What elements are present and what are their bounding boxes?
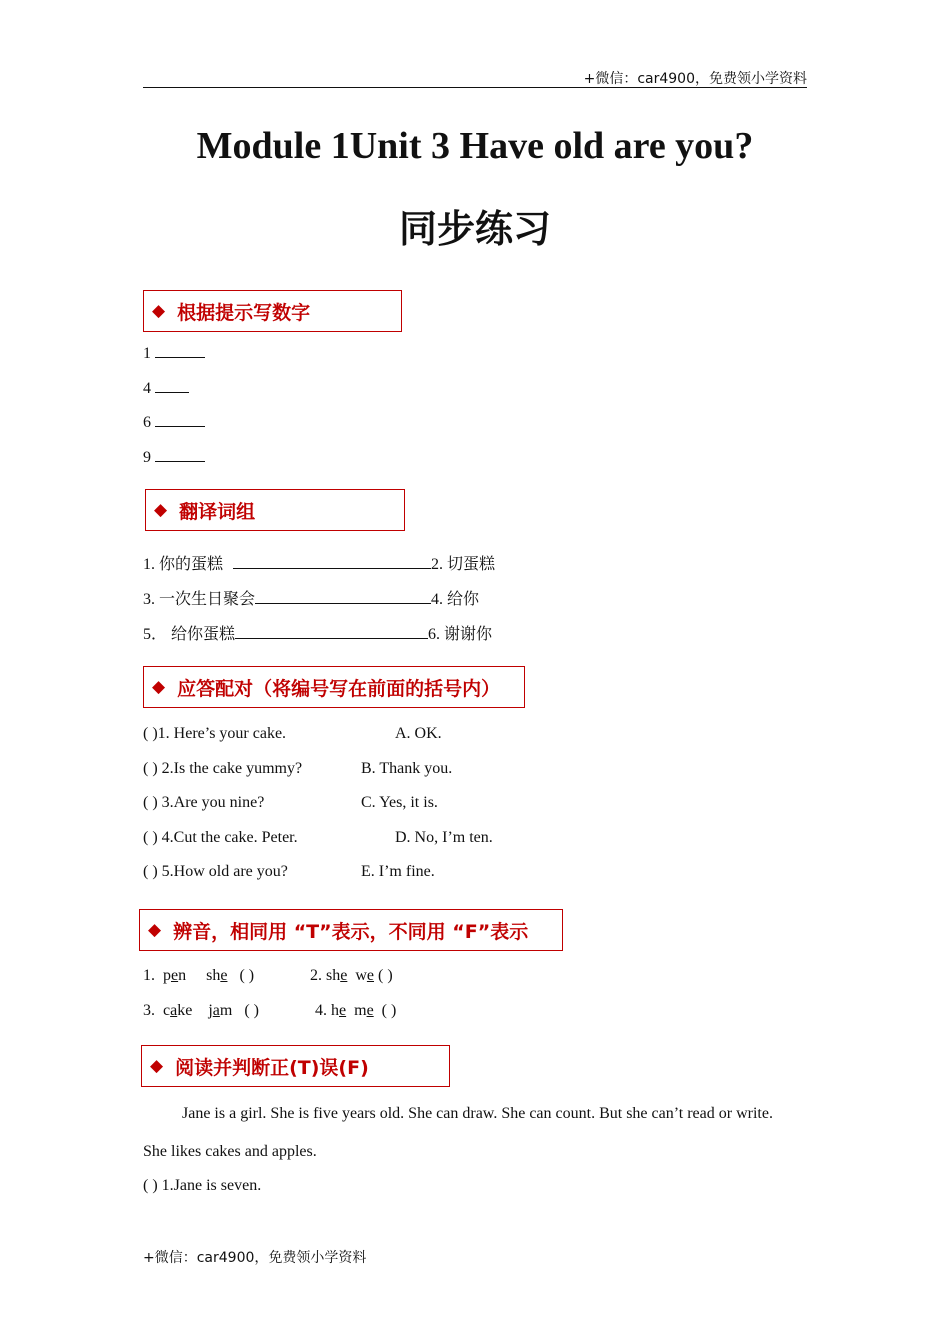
word-she: she [326,967,348,984]
section-heading-text: 根据提示写数字 [177,301,311,324]
reading-passage-line: She likes cakes and apples. [143,1143,317,1160]
match-question: ( ) 5.How old are you? [143,863,288,880]
phonics-question: 1. pen she ( ) [143,967,255,984]
diamond-bullet-icon: ◆ [154,500,168,520]
answer-paren[interactable]: ( ) [378,967,393,984]
word-jam: jam [208,1002,233,1019]
word-me: me [354,1002,374,1019]
answer-paren[interactable]: ( ) [244,1002,259,1019]
match-answer: C. Yes, it is. [361,794,438,811]
match-question: ( )1. Here’s your cake. [143,725,287,742]
section-heading-matching [143,666,525,708]
number-item: 6 [143,412,205,432]
page-title: Module 1Unit 3 Have old are you? [196,125,754,167]
diamond-bullet-icon: ◆ [148,920,162,940]
number-item: 9 [143,447,205,467]
translate-row: 3. 一次生日聚会 4. 给你 [143,591,480,608]
word-we: we [355,967,375,984]
match-question: ( ) 4.Cut the cake. Peter. [143,829,298,846]
diamond-bullet-icon: ◆ [150,1056,164,1076]
word-cake: cake [163,1002,193,1019]
translate-row: 5． 给你蛋糕 6. 谢谢你 [143,626,493,643]
header-rule [143,87,807,88]
reading-passage-line: Jane is a girl. She is five years old. She can draw. She can count. But she can’t read or write. [182,1105,773,1122]
answer-blank[interactable] [235,624,428,639]
section-heading-write-numbers [143,290,402,332]
section-heading-text: 阅读并判断正(T)误(F) [175,1056,369,1079]
match-question: ( ) 3.Are you nine? [143,794,265,811]
translate-row: 1. 你的蛋糕 2. 切蛋糕 [143,556,496,573]
reading-question: ( ) 1.Jane is seven. [143,1177,262,1194]
section-heading-text: 翻译词组 [179,500,256,523]
number-item: 1 [143,343,205,363]
phonics-question: 2. she we ( ) [310,967,393,984]
match-answer: D. No, I’m ten. [395,829,493,846]
number-item: 4 [143,378,189,398]
answer-blank[interactable] [155,378,189,393]
page-subtitle: 同步练习 [398,206,551,251]
section-heading-phonics [139,909,563,951]
match-question: ( ) 2.Is the cake yummy? [143,760,303,777]
phonics-question: 3. cake jam ( ) [143,1002,259,1019]
diamond-bullet-icon: ◆ [152,301,166,321]
match-answer: A. OK. [395,725,442,742]
answer-blank[interactable] [155,343,205,358]
section-heading-translate [145,489,405,531]
section-heading-reading [141,1045,450,1087]
header-watermark: +微信：car4900，免费领小学资料 [583,71,807,87]
answer-blank[interactable] [155,412,205,427]
answer-blank[interactable] [233,554,431,569]
answer-paren[interactable]: ( ) [239,967,255,984]
word-he: he [331,1002,347,1019]
match-answer: B. Thank you. [361,760,453,777]
word-pen: pen [163,967,187,984]
section-heading-text: 辨音，相同用 “T”表示，不同用 “F”表示 [173,920,529,943]
phonics-question: 4. he me ( ) [315,1002,397,1019]
answer-blank[interactable] [155,447,205,462]
word-she: she [206,967,228,984]
answer-paren[interactable]: ( ) [381,1002,397,1019]
answer-blank[interactable] [255,589,431,604]
diamond-bullet-icon: ◆ [152,677,166,697]
footer-watermark: +微信：car4900，免费领小学资料 [143,1250,367,1266]
match-answer: E. I’m fine. [361,863,435,880]
section-heading-text: 应答配对（将编号写在前面的括号内） [177,677,501,700]
